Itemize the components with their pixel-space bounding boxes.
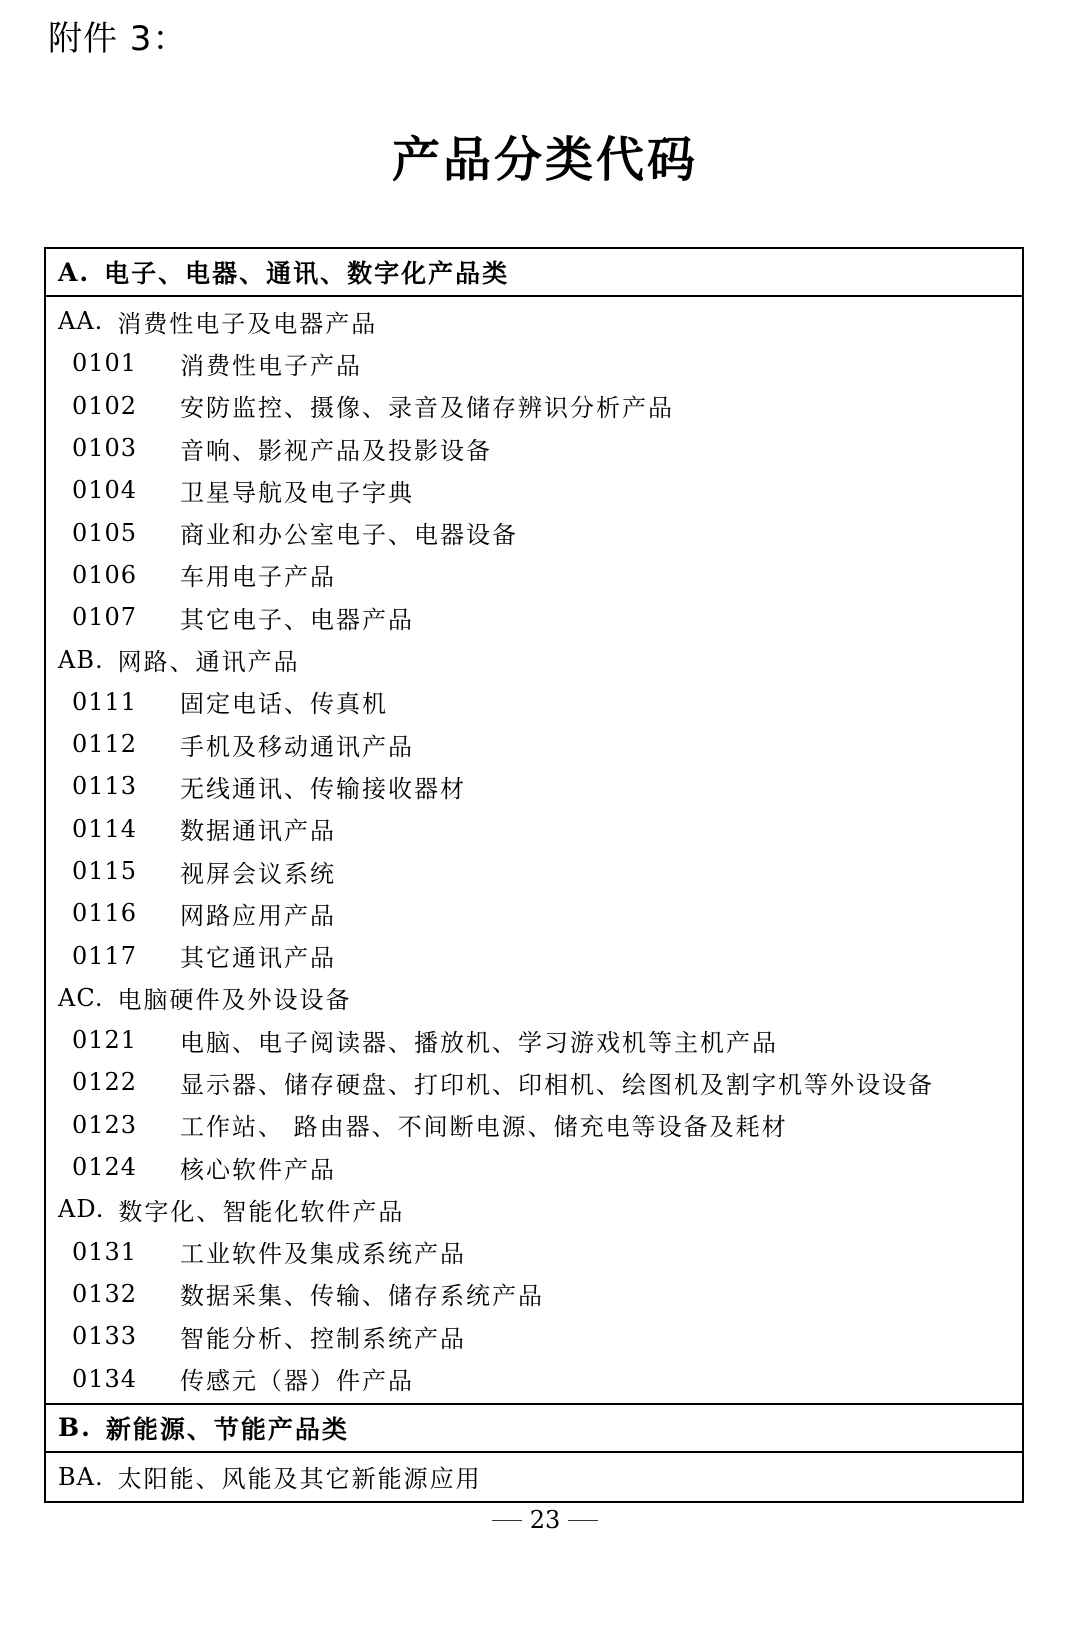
item-code: 0124 — [72, 1153, 138, 1182]
category-row-b — [46, 1403, 1022, 1453]
item-row-0117 — [46, 934, 1022, 976]
item-row-0103 — [46, 427, 1022, 469]
item-code: 0133 — [72, 1322, 138, 1351]
item-code: 0107 — [72, 603, 138, 632]
category-code: A. — [58, 257, 91, 287]
item-row-0116 — [46, 892, 1022, 934]
item-name: 数据采集、传输、储存系统产品 — [180, 1282, 544, 1311]
item-code: 0122 — [72, 1068, 138, 1097]
footer-dash-left — [492, 1520, 522, 1521]
subcategory-row-ab — [46, 638, 1022, 680]
item-code: 0115 — [72, 857, 138, 885]
item-name: 视屏会议系统 — [180, 859, 336, 888]
page-title: 产品分类代码 — [391, 132, 698, 188]
subcategory-code: AA. — [58, 307, 104, 336]
item-name: 数据通讯产品 — [180, 817, 336, 846]
subcategory-code: AC. — [58, 983, 104, 1012]
item-code: 0102 — [72, 391, 138, 420]
footer-dash-right — [568, 1520, 598, 1521]
subcategory-code: AD. — [58, 1195, 105, 1224]
item-code: 0113 — [72, 772, 138, 801]
item-row-0131 — [46, 1231, 1022, 1273]
item-row-0104 — [46, 469, 1022, 511]
item-code: 0104 — [72, 476, 138, 505]
item-code: 0103 — [72, 434, 138, 463]
item-name: 其它通讯产品 — [180, 944, 336, 973]
category-a-body — [46, 297, 1022, 1403]
category-row-a — [46, 249, 1022, 297]
item-name: 音响、影视产品及投影设备 — [180, 436, 492, 465]
item-row-0115 — [46, 850, 1022, 892]
item-row-0132 — [46, 1273, 1022, 1315]
subcategory-row-aa — [46, 300, 1022, 342]
category-name: 电子、电器、通讯、数字化产品类 — [104, 259, 510, 288]
item-name: 核心软件产品 — [180, 1155, 336, 1184]
category-b-body — [46, 1453, 1022, 1501]
item-name: 卫星导航及电子字典 — [180, 478, 414, 507]
item-name: 其它电子、电器产品 — [180, 605, 414, 634]
item-name: 手机及移动通讯产品 — [180, 732, 414, 761]
item-row-0133 — [46, 1315, 1022, 1357]
subcategory-name: 消费性电子及电器产品 — [117, 309, 378, 338]
item-row-0112 — [46, 723, 1022, 765]
item-row-0123 — [46, 1104, 1022, 1146]
subcategory-name: 太阳能、风能及其它新能源应用 — [117, 1465, 482, 1494]
item-name: 消费性电子产品 — [180, 351, 362, 380]
item-name: 固定电话、传真机 — [180, 690, 388, 719]
item-code: 0131 — [72, 1237, 138, 1266]
item-code: 0112 — [72, 730, 138, 759]
category-name: 新能源、节能产品类 — [105, 1414, 349, 1444]
category-code: B. — [58, 1413, 92, 1443]
subcategory-name: 电脑硬件及外设设备 — [117, 986, 352, 1015]
item-code: 0101 — [72, 349, 138, 378]
item-name: 网路应用产品 — [180, 901, 336, 930]
item-name: 传感元（器）件产品 — [180, 1367, 414, 1396]
item-row-0121 — [46, 1019, 1022, 1061]
subcategory-row-ad — [46, 1188, 1022, 1230]
item-row-0122 — [46, 1061, 1022, 1103]
item-code: 0106 — [72, 560, 138, 589]
item-name: 安防监控、摄像、录音及储存辨识分析产品 — [180, 394, 674, 423]
subcategory-row-ac — [46, 977, 1022, 1019]
item-code: 0134 — [72, 1364, 138, 1393]
item-name: 智能分析、控制系统产品 — [180, 1324, 466, 1353]
item-code: 0123 — [72, 1110, 138, 1139]
item-code: 0132 — [72, 1279, 138, 1308]
item-row-0106 — [46, 554, 1022, 596]
item-row-0111 — [46, 681, 1022, 723]
item-row-0101 — [46, 342, 1022, 384]
page-number: 23 — [529, 1506, 561, 1534]
item-name: 车用电子产品 — [180, 563, 336, 592]
item-row-0105 — [46, 511, 1022, 553]
item-code: 0116 — [72, 899, 138, 928]
item-row-0114 — [46, 808, 1022, 850]
item-row-0134 — [46, 1357, 1022, 1399]
item-code: 0114 — [72, 814, 138, 843]
classification-table — [44, 247, 1024, 1503]
item-name: 商业和办公室电子、电器设备 — [180, 521, 518, 550]
subcategory-row-ba — [46, 1456, 1022, 1498]
item-code: 0105 — [72, 518, 138, 547]
item-row-0124 — [46, 1146, 1022, 1188]
subcategory-code: AB. — [58, 645, 104, 674]
subcategory-name: 数字化、智能化软件产品 — [118, 1197, 405, 1226]
item-name: 无线通讯、传输接收器材 — [180, 774, 466, 803]
item-row-0102 — [46, 385, 1022, 427]
item-row-0107 — [46, 596, 1022, 638]
item-row-0113 — [46, 765, 1022, 807]
subcategory-name: 网路、通讯产品 — [117, 648, 300, 677]
attachment-label: 附件 3： — [48, 19, 188, 59]
item-name: 工作站、 路由器、不间断电源、储充电等设备及耗材 — [180, 1113, 788, 1142]
page-footer — [0, 1506, 1090, 1534]
item-name: 工业软件及集成系统产品 — [180, 1240, 466, 1269]
item-name: 显示器、储存硬盘、打印机、印相机、绘图机及割字机等外设设备 — [180, 1070, 934, 1099]
item-name: 电脑、电子阅读器、播放机、学习游戏机等主机产品 — [180, 1028, 778, 1057]
item-code: 0117 — [72, 941, 138, 970]
subcategory-code: BA. — [58, 1462, 104, 1491]
item-code: 0121 — [72, 1026, 138, 1055]
item-code: 0111 — [72, 687, 138, 716]
